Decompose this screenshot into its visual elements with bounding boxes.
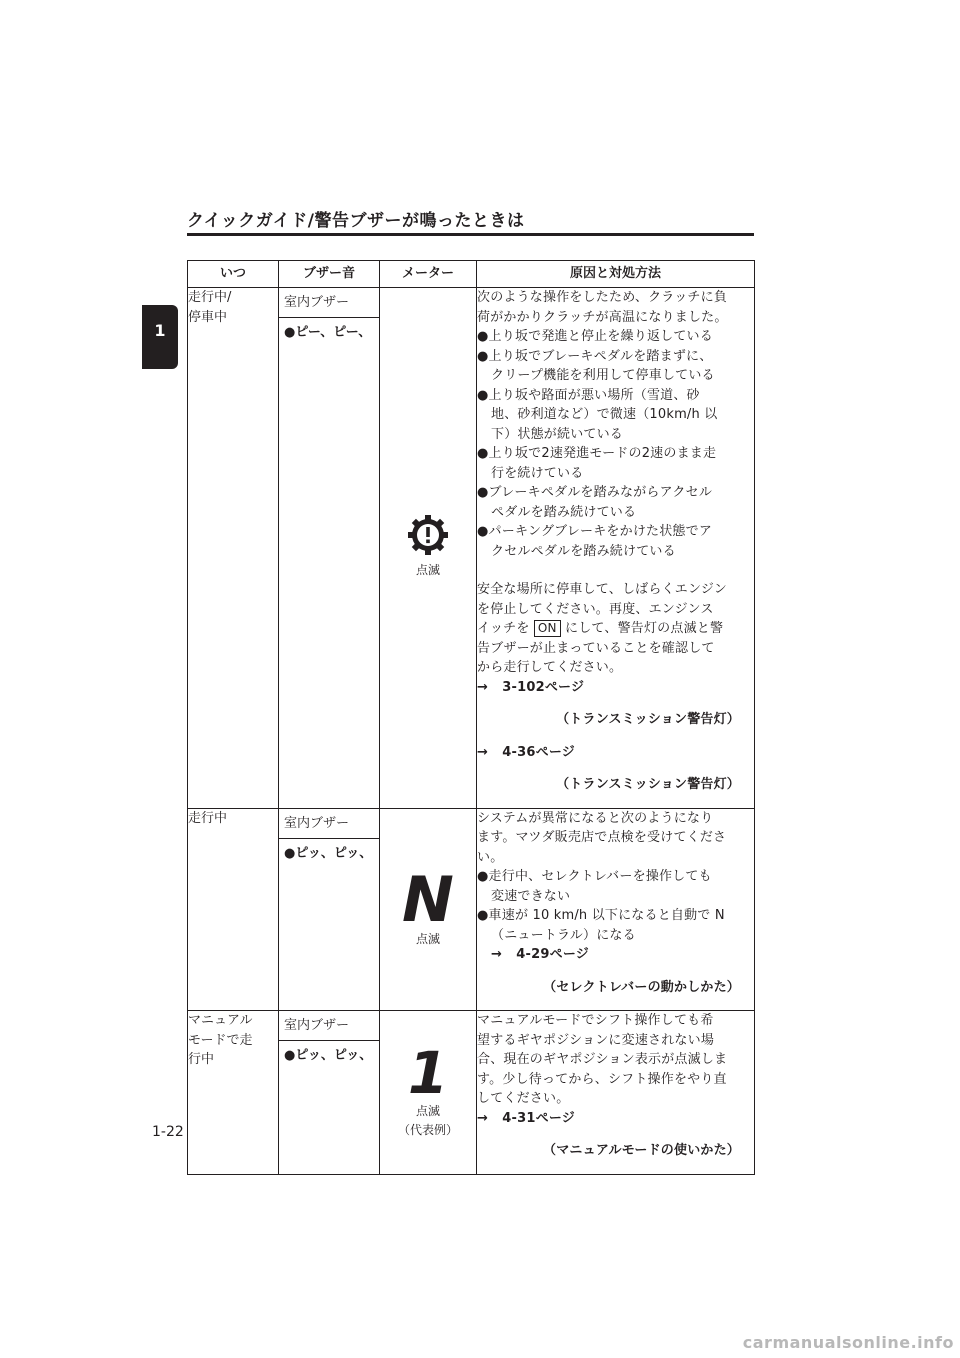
buzzer-type: 室内ブザー	[279, 288, 379, 318]
warning-buzzer-table	[187, 260, 755, 1175]
meter-caption-example: （代表例）	[397, 1123, 458, 1138]
page-reference: → 4-36ページ	[477, 744, 575, 760]
page-reference: → 4-31ページ	[477, 1110, 575, 1126]
list-item: ●上り坂や路面が悪い場所（雪道、砂 地、砂利道など）で微速（10km/h 以 下）状態が続いている	[477, 387, 718, 442]
list-item: ●走行中、セレクトレバーを操作しても 変速できない	[477, 869, 712, 904]
header-cause-action: 原因と対処方法	[477, 261, 755, 288]
when-cell: 走行中/ 停車中	[188, 288, 279, 809]
on-key-label: ON	[534, 620, 561, 637]
buzzer-type: 室内ブザー	[279, 809, 379, 839]
meter-caption: 点滅	[415, 1103, 440, 1118]
header-when: いつ	[188, 261, 279, 288]
meter-cell	[380, 1011, 477, 1175]
cause-cell: システムが異常になると次のようになり ます。マツダ販売店で点検を受けてくださ い。 ●走行中、セレクトレバーを操作しても 変速できない ●車速が 10 km/h 以下になると自動で N （ニュートラル）になる → 4-29ページ （セレクトレバーの動かしかた）	[477, 808, 755, 1011]
header-buzzer-sound: ブザー音	[279, 261, 380, 288]
buzzer-type: 室内ブザー	[279, 1011, 379, 1041]
table-row	[188, 1011, 755, 1175]
list-item: ●ブレーキペダルを踏みながらアクセル ペダルを踏み続けている	[477, 485, 713, 520]
transmission-warning-icon	[380, 515, 476, 562]
header-meter: メーター	[380, 261, 477, 288]
page-reference-title: （トランスミッション警告灯）	[556, 777, 740, 792]
cause-cell: マニュアルモードでシフト操作しても希 望するギヤポジションに変速されない場 合、現在のギヤポジション表示が点滅しま す。少し待ってから、シフト操作をやり直 してください。 → 4-31ページ （マニュアルモードの使いかた）	[477, 1011, 755, 1175]
table-header-row	[188, 261, 755, 288]
meter-caption: 点滅	[415, 563, 440, 578]
page-number: 1-22	[152, 1124, 184, 1140]
meter-cell	[380, 808, 477, 1011]
when-cell: マニュアル モードで走 行中	[188, 1011, 279, 1175]
buzzer-sound: ●ピー、ピー、	[284, 325, 372, 340]
chapter-tab: 1	[142, 305, 178, 369]
neutral-indicator-icon: N	[402, 862, 454, 936]
page-reference-title: （マニュアルモードの使いかた）	[543, 1143, 740, 1158]
list-item: ●上り坂で発進と停止を繰り返している	[477, 329, 713, 344]
page-reference-title: （トランスミッション警告灯）	[556, 712, 740, 727]
buzzer-sound: ●ピッ、ピッ、	[284, 845, 373, 861]
list-item: ●上り坂でブレーキペダルを踏まずに、 クリープ機能を利用して停車している	[477, 348, 715, 383]
title-rule	[187, 233, 754, 236]
meter-caption: 点滅	[415, 931, 440, 946]
meter-cell	[380, 288, 477, 809]
page-reference: → 4-29ページ	[491, 947, 589, 962]
cause-cell: 次のような操作をしたため、クラッチに負 荷がかかりクラッチが高温になりました。 ●上り坂で発進と停止を繰り返している ●上り坂でブレーキペダルを踏まずに、 クリープ機能を利用して停車している ●上り坂や路面が悪い場所（雪道、砂 地、砂利道など）で微速（10km/h 以 下）状態が続いている ●上り坂で2速発進モードの2速のまま走 行を続けている ●ブレーキペダルを踏みながらアクセル ペダルを踏み続けている ●パーキングブレーキをかけた状態でア クセルペダルを踏み続けている 安全な場所に停車して、しばらくエンジン を停止してください。再度、エンジンス イッチを ON にして、警告灯の点滅と警 告ブザーが止まっていることを確認して から走行してください。 → 3-102ページ （トランスミッション警告灯） → 4-36ページ （トランスミッション警告灯）	[477, 288, 755, 809]
buzzer-cell	[279, 808, 380, 1011]
table-row	[188, 808, 755, 1011]
list-item: ●車速が 10 km/h 以下になると自動で N （ニュートラル）になる	[477, 908, 725, 943]
list-item: ●パーキングブレーキをかけた状態でア クセルペダルを踏み続けている	[477, 524, 713, 559]
page-reference-title: （セレクトレバーの動かしかた）	[543, 979, 740, 995]
buzzer-sound: ●ピッ、ピッ、	[284, 1048, 373, 1063]
table-row	[188, 288, 755, 809]
buzzer-cell	[279, 288, 380, 809]
page-title: クイックガイド/警告ブザーが鳴ったときは	[187, 211, 525, 231]
watermark: carmanualsonline.info	[742, 1333, 954, 1352]
gear-position-indicator-icon: 1	[407, 1038, 449, 1107]
when-cell: 走行中	[188, 808, 279, 1011]
buzzer-cell	[279, 1011, 380, 1175]
list-item: ●上り坂で2速発進モードの2速のまま走 行を続けている	[477, 446, 717, 481]
page-reference: → 3-102ページ	[477, 679, 585, 695]
